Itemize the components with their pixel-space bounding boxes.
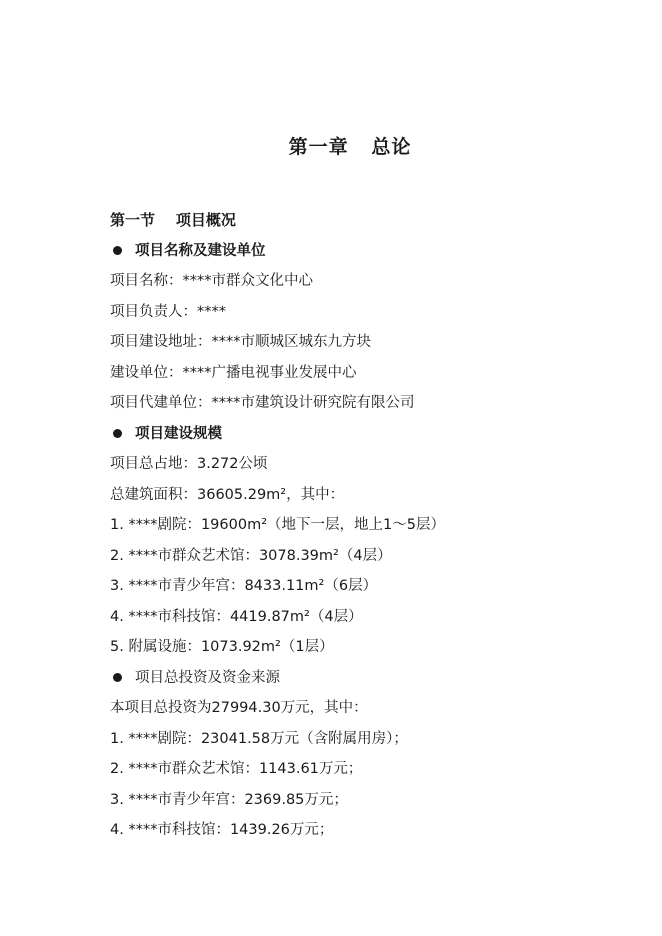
investment-item: 1. ****剧院：23041.58万元（含附属用房）； [110, 730, 408, 747]
investment-item: 3. ****市青少年宫：2369.85万元； [110, 791, 348, 808]
bullet-icon [113, 246, 122, 255]
document-body [110, 205, 630, 846]
total-area-line: 总建筑面积：36605.29m²，其中： [110, 486, 345, 503]
scale-item: 4. ****市科技馆：4419.87m²（4层） [110, 608, 363, 625]
scale-item: 1. ****剧院：19600m²（地下一层，地上1～5层） [110, 517, 445, 533]
project-leader-line: 项目负责人：**** [110, 303, 226, 320]
project-address-line: 项目建设地址：****市顺城区城东九方块 [110, 334, 371, 350]
scale-item: 2. ****市群众艺术馆：3078.39m²（4层） [110, 547, 392, 564]
agent-unit-line: 项目代建单位：****市建筑设计研究院有限公司 [110, 395, 415, 411]
heading-name-unit [110, 236, 630, 267]
heading-scale [110, 419, 630, 450]
scale-item: 3. ****市青少年宫：8433.11m²（6层） [110, 578, 378, 594]
heading-text: 项目名称及建设单位 [135, 242, 266, 259]
project-name-line: 项目名称：****市群众文化中心 [110, 273, 313, 289]
total-investment-line: 本项目总投资为27994.30万元，其中： [110, 700, 368, 716]
scale-item: 5. 附属设施：1073.92m²（1层） [110, 639, 334, 655]
heading-investment [110, 663, 630, 694]
total-land-line: 项目总占地：3.272公顷 [110, 456, 268, 472]
investment-item: 2. ****市群众艺术馆：1143.61万元； [110, 761, 363, 777]
bullet-icon [113, 429, 122, 438]
heading-text: 项目总投资及资金来源 [135, 669, 280, 686]
investment-item: 4. ****市科技馆：1439.26万元； [110, 822, 334, 838]
chapter-title: 第一章 总论 [288, 136, 412, 158]
construction-unit-line: 建设单位：****广播电视事业发展中心 [110, 364, 357, 381]
bullet-icon [113, 673, 122, 682]
heading-text: 项目建设规模 [135, 425, 222, 442]
section-title: 第一节 项目概况 [110, 211, 236, 229]
